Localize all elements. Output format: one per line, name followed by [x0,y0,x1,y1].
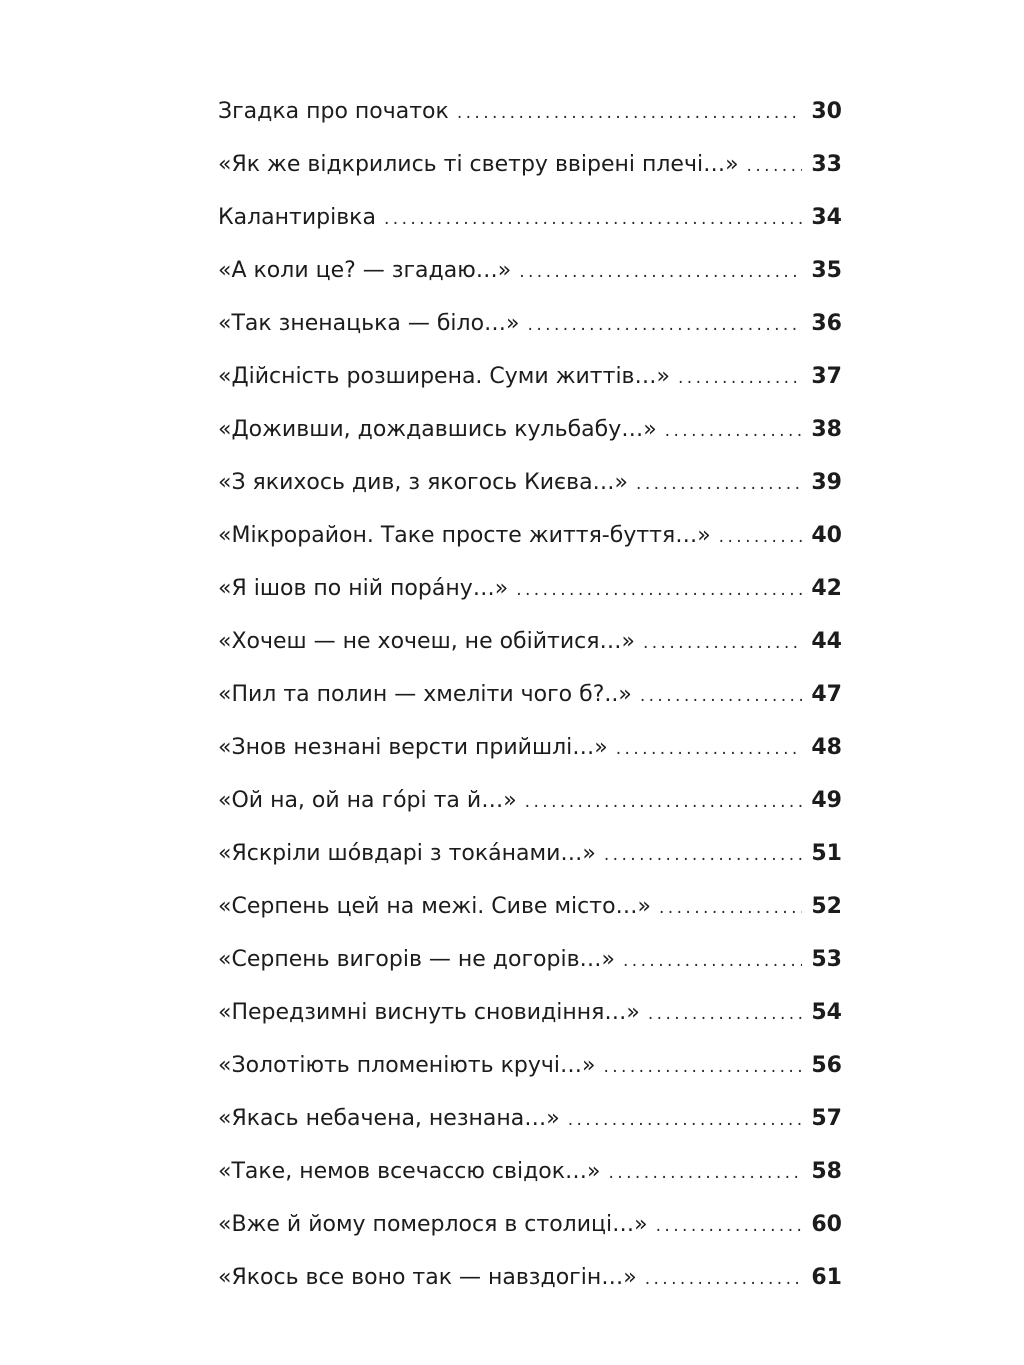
leader-dots [516,564,802,617]
toc-entry-page-number: 51 [811,841,842,866]
leader-dots [645,1253,802,1306]
toc-entry-page-number: 56 [811,1053,842,1078]
leader-dots [603,1041,802,1094]
toc-entry-title: «Вже й йому померлося в столиці…» [218,1212,648,1237]
leader-dots [747,140,802,193]
leader-dots [665,405,802,458]
leader-dots [719,511,802,564]
toc-entry-title: «Золотіють пломеніють кручі…» [218,1053,596,1078]
leader-dots [640,670,802,723]
leader-dots [609,1147,803,1200]
leader-dots [636,458,802,511]
toc-entry[interactable] [218,456,842,509]
toc-entry-title: «Якась небачена, незнана…» [218,1106,560,1131]
toc-entry-title: «Серпень вигорів — не догорів…» [218,947,615,972]
leader-dots [648,988,802,1041]
leader-dots [384,193,802,246]
toc-entry-page-number: 37 [811,364,842,389]
leader-dots [457,87,802,140]
toc-entry-page-number: 52 [811,894,842,919]
toc-entry-title: «Пил та полин — хмеліти чого б?..» [218,682,632,707]
toc-entry-page-number: 44 [811,629,842,654]
toc-entry-page-number: 33 [811,152,842,177]
toc-entry-page-number: 49 [811,788,842,813]
toc-entry-page-number: 54 [811,1000,842,1025]
leader-dots [519,246,802,299]
toc-entry-page-number: 39 [811,470,842,495]
toc-entry-title: «Таке, немов всечассю свідок…» [218,1159,601,1184]
toc-entry[interactable] [218,403,842,456]
toc-entry-title: «А коли це? — згадаю…» [218,258,512,283]
leader-dots [623,935,802,988]
toc-entry-page-number: 48 [811,735,842,760]
leader-dots [604,829,802,882]
leader-dots [659,882,802,935]
leader-dots [568,1094,802,1147]
toc-entry-title: «Знов незнані версти прийшлі…» [218,735,608,760]
toc-entry[interactable] [218,774,842,827]
toc-entry[interactable] [218,244,842,297]
toc-entry[interactable] [218,615,842,668]
toc-entry[interactable] [218,191,842,244]
toc-entry-title: «Передзимні виснуть сновидіння…» [218,1000,640,1025]
toc-entry-title: Калантирівка [218,205,376,230]
toc-entry-page-number: 30 [811,99,842,124]
toc-entry[interactable] [218,85,842,138]
toc-entry-page-number: 34 [811,205,842,230]
toc-entry[interactable] [218,1251,842,1304]
leader-dots [525,776,802,829]
toc-entry-page-number: 38 [811,417,842,442]
toc-entry-title: «Я ішов по ній порáну…» [218,576,509,601]
toc-entry-title: «Так зненацька — біло…» [218,311,520,336]
toc-entry-title: «Серпень цей на межі. Сиве місто…» [218,894,651,919]
toc-entry-title: Згадка про початок [218,99,449,124]
toc-entry-page-number: 36 [811,311,842,336]
toc-entry-page-number: 47 [811,682,842,707]
toc-entry[interactable] [218,1145,842,1198]
toc-entry-title: «Хочеш — не хочеш, не обійтися…» [218,629,635,654]
toc-entry[interactable] [218,1092,842,1145]
toc-entry[interactable] [218,1039,842,1092]
toc-entry-title: «Якось все воно так — навздогін…» [218,1265,637,1290]
toc-entry-title: «З якихось див, з якогось Києва…» [218,470,629,495]
leader-dots [678,352,802,405]
toc-entry-title: «Доживши, дождавшись кульбабу…» [218,417,657,442]
toc-entry[interactable] [218,297,842,350]
leader-dots [643,617,802,670]
toc-entry[interactable] [218,1198,842,1251]
toc-entry[interactable] [218,986,842,1039]
toc-entry-page-number: 53 [811,947,842,972]
leader-dots [616,723,802,776]
toc-entry-title: «Ой на, ой на гóрі та й…» [218,788,517,813]
toc-entry[interactable] [218,668,842,721]
toc-entry-title: «Яскріли шóвдарі з токáнами…» [218,841,596,866]
toc-entry-page-number: 58 [811,1159,842,1184]
toc-entry[interactable] [218,827,842,880]
toc-entry[interactable] [218,138,842,191]
leader-dots [528,299,802,352]
toc-entry-title: «Як же відкрились ті светру ввірені плечі…» [218,152,739,177]
toc-entry[interactable] [218,562,842,615]
toc-entry[interactable] [218,509,842,562]
toc-entry-page-number: 42 [811,576,842,601]
toc-entry-page-number: 35 [811,258,842,283]
toc-entry-page-number: 61 [811,1265,842,1290]
leader-dots [656,1200,802,1253]
toc-entry[interactable] [218,933,842,986]
toc-entry-page-number: 40 [811,523,842,548]
toc-entry[interactable] [218,350,842,403]
table-of-contents [218,85,842,1304]
toc-entry-page-number: 60 [811,1212,842,1237]
toc-entry-title: «Дійсність розширена. Суми життів…» [218,364,670,389]
toc-entry-title: «Мікрорайон. Таке просте життя-буття…» [218,523,711,548]
toc-entry[interactable] [218,880,842,933]
toc-entry-page-number: 57 [811,1106,842,1131]
toc-entry[interactable] [218,721,842,774]
